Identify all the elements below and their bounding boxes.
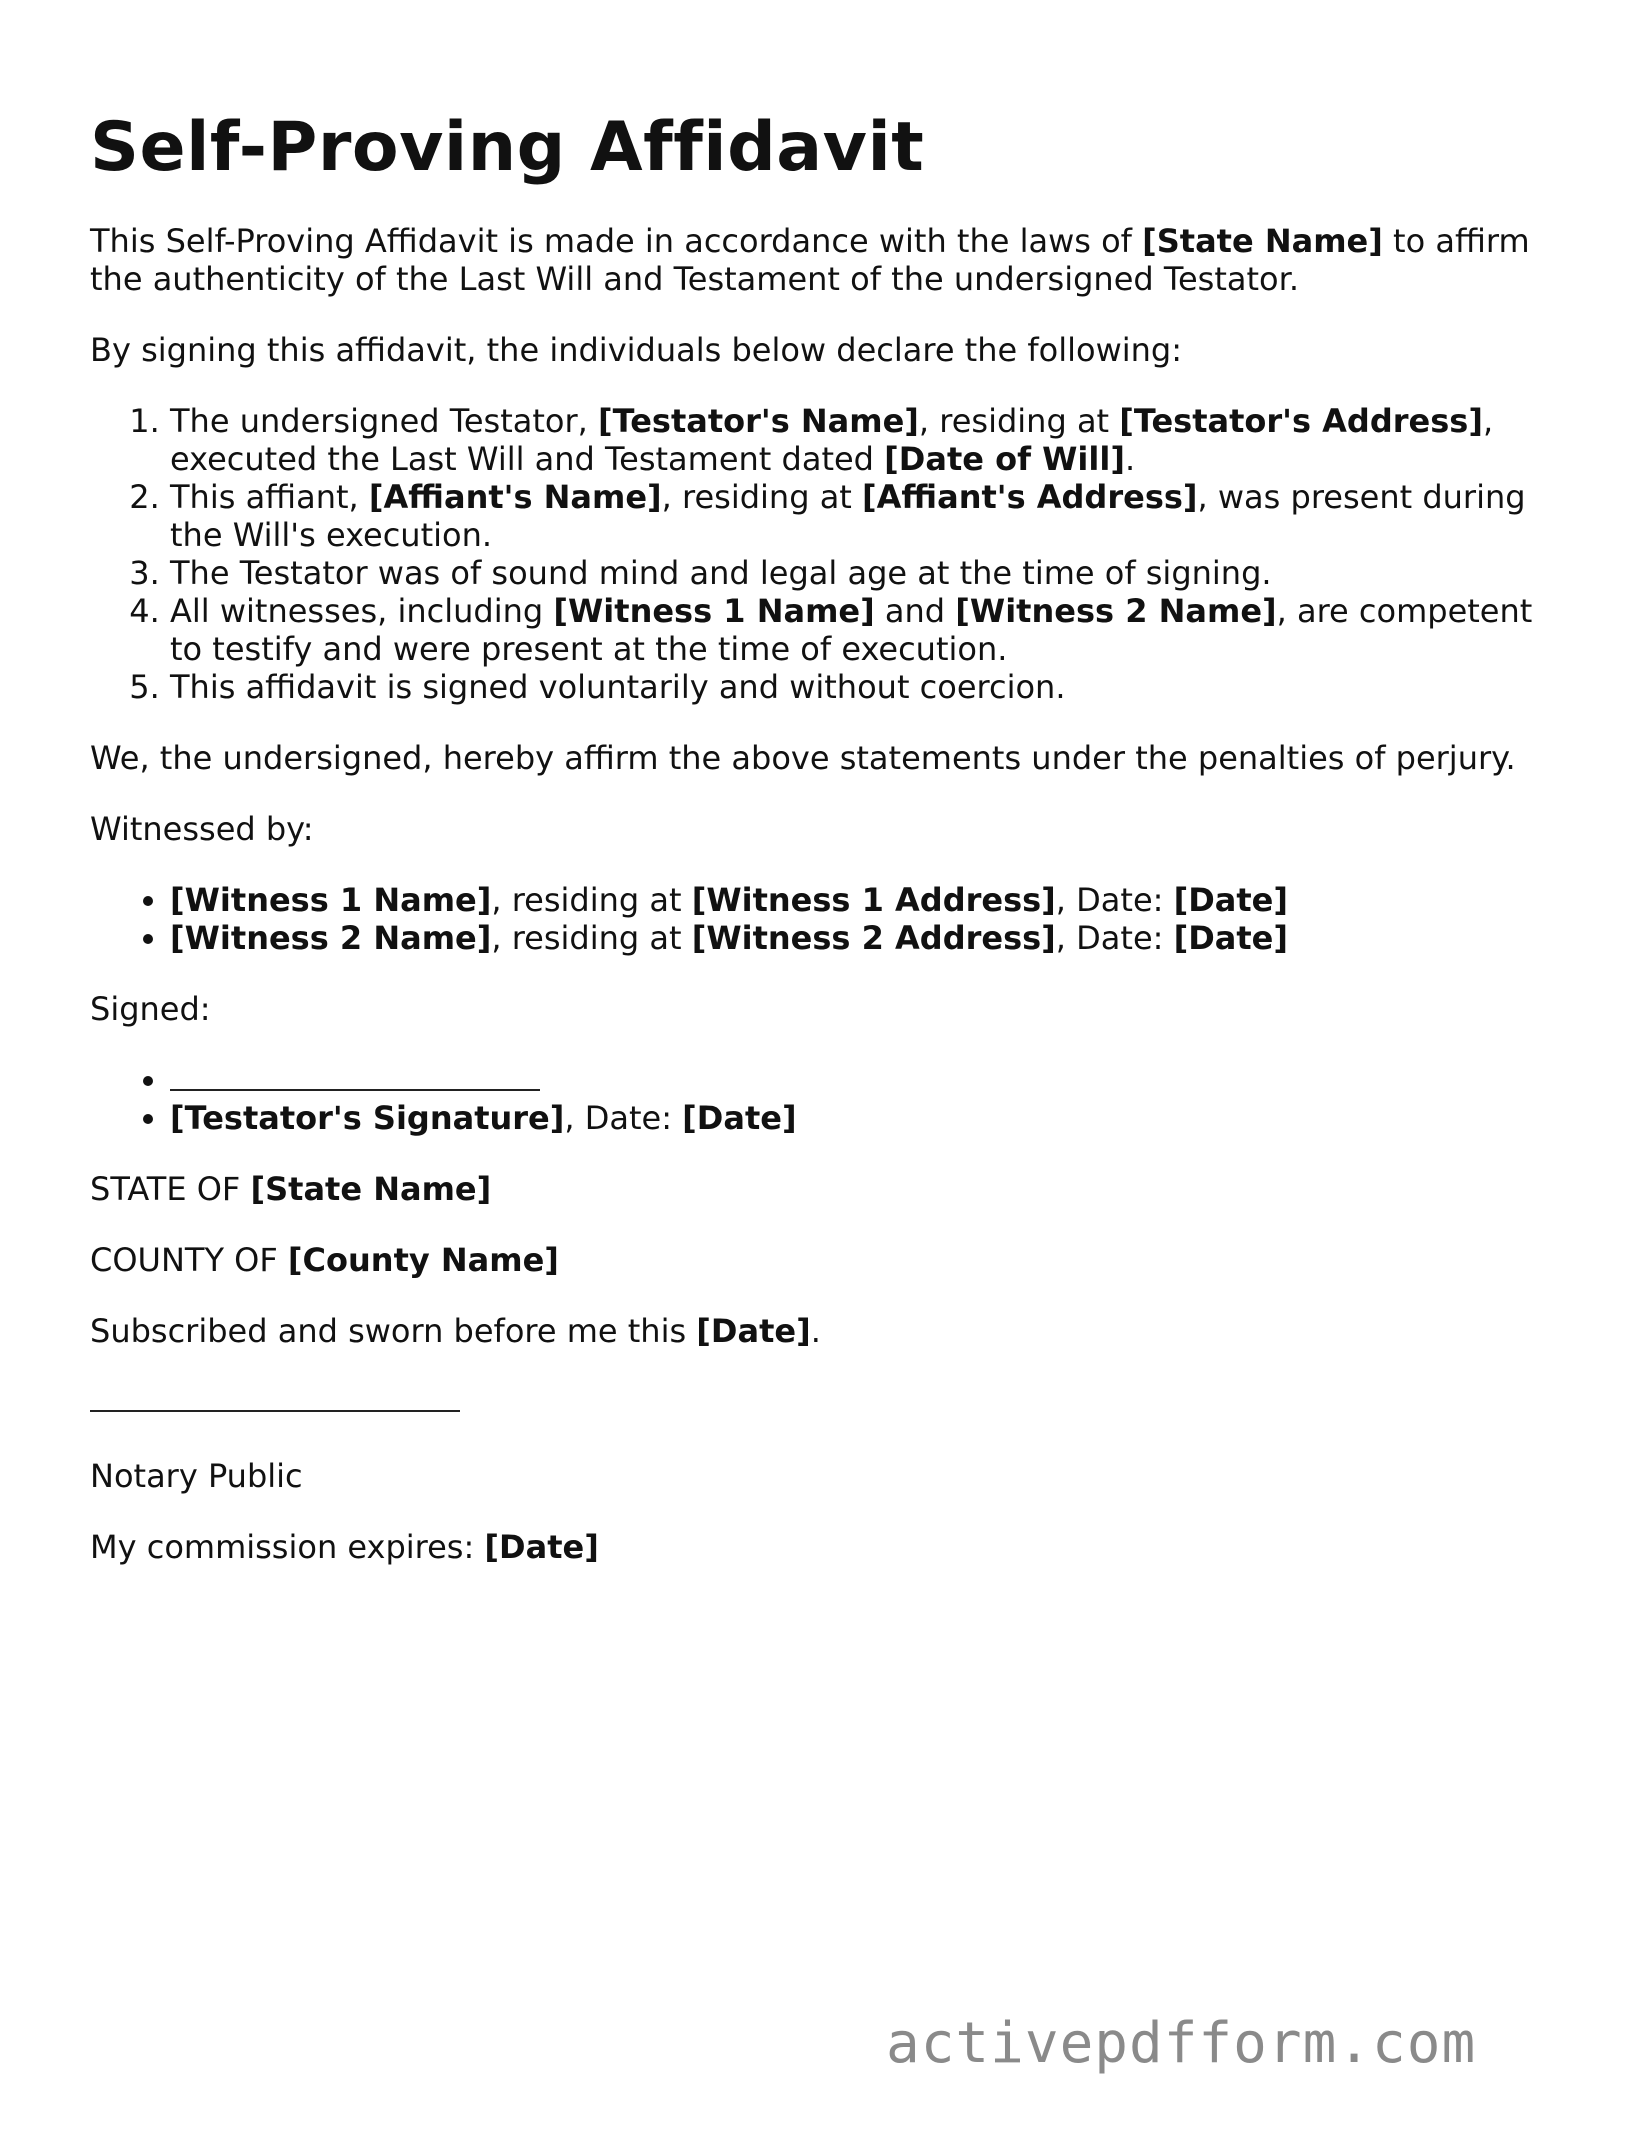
sworn-date-placeholder: [Date]	[696, 1312, 811, 1350]
declaration-intro: By signing this affidavit, the individuals below declare the following:	[90, 331, 1182, 369]
witness-item	[170, 881, 1570, 919]
testator-name-placeholder: [Testator's Name]	[597, 402, 919, 440]
text: COUNTY OF	[90, 1241, 288, 1279]
witness2-name-placeholder: [Witness 2 Name]	[955, 592, 1277, 630]
signed-label: Signed:	[90, 990, 211, 1028]
watermark: activepdfform.com	[886, 2011, 1477, 2076]
document-title: Self-Proving Affidavit	[90, 108, 925, 187]
testator-signature-date: [Date]	[682, 1099, 797, 1137]
will-date-placeholder: [Date of Will]	[884, 440, 1125, 478]
witness-item	[170, 919, 1570, 957]
witness-date: [Date]	[1173, 919, 1288, 957]
testator-address-placeholder: [Testator's Address]	[1119, 402, 1483, 440]
commission-date-placeholder: [Date]	[484, 1528, 599, 1566]
witness-address: [Witness 2 Address]	[691, 919, 1056, 957]
state-line	[90, 1170, 1570, 1208]
affiant-address-placeholder: [Affiant's Address]	[862, 478, 1198, 516]
text: , residing at	[918, 402, 1120, 440]
signature-list	[90, 1061, 1570, 1137]
intro-text-post: to affirm the authenticity of the Last Will and Testament of the undersigned Testator.	[90, 222, 1530, 298]
state-placeholder: [State Name]	[250, 1170, 492, 1208]
affidavit-document	[90, 108, 1570, 1599]
intro-paragraph	[90, 222, 1570, 298]
text: , residing at	[491, 919, 692, 957]
county-placeholder: [County Name]	[287, 1241, 559, 1279]
witness-name: [Witness 1 Name]	[170, 881, 492, 919]
signature-line-item	[170, 1061, 1570, 1099]
intro-text-pre: This Self-Proving Affidavit is made in accordance with the laws of	[90, 222, 1143, 260]
text: , are competent to testify and were present at the time of execution.	[170, 592, 1533, 668]
witness1-name-placeholder: [Witness 1 Name]	[553, 592, 875, 630]
testator-signature-line[interactable]	[170, 1063, 540, 1091]
text: This affiant,	[170, 478, 369, 516]
text: and	[874, 592, 956, 630]
affirmation-paragraph: We, the undersigned, hereby affirm the above statements under the penalties of perjury.	[90, 739, 1516, 777]
text: The undersigned Testator,	[170, 402, 598, 440]
county-line	[90, 1241, 1570, 1279]
notary-signature-line[interactable]	[90, 1409, 460, 1412]
declaration-item	[170, 478, 1570, 554]
declarations-list	[90, 402, 1570, 706]
witness-name: [Witness 2 Name]	[170, 919, 492, 957]
notary-public-label: Notary Public	[90, 1457, 303, 1495]
sworn-line	[90, 1312, 1570, 1350]
affiant-name-placeholder: [Affiant's Name]	[368, 478, 662, 516]
text: , Date:	[564, 1099, 683, 1137]
witnessed-by-label: Witnessed by:	[90, 810, 314, 848]
text: , Date:	[1055, 881, 1174, 919]
text: All witnesses, including	[170, 592, 554, 630]
text: , was present during the Will's execution.	[170, 478, 1526, 554]
declaration-item: 3. The Testator was of sound mind and legal age at the time of signing.	[170, 554, 1570, 592]
declaration-item	[170, 592, 1570, 668]
text: Subscribed and sworn before me this	[90, 1312, 697, 1350]
intro-state-placeholder: [State Name]	[1142, 222, 1383, 260]
witness-date: [Date]	[1173, 881, 1288, 919]
declaration-item: 5. This affidavit is signed voluntarily and without coercion.	[170, 668, 1570, 706]
declaration-item	[170, 402, 1570, 478]
text: STATE OF	[90, 1170, 251, 1208]
text: , Date:	[1055, 919, 1174, 957]
witness-list	[90, 881, 1570, 957]
testator-signature-label: [Testator's Signature]	[170, 1099, 565, 1137]
text: .	[1124, 440, 1136, 478]
text: My commission expires:	[90, 1528, 485, 1566]
witness-address: [Witness 1 Address]	[691, 881, 1056, 919]
text: , executed the Last Will and Testament dated	[170, 402, 1494, 478]
text: .	[810, 1312, 821, 1350]
text: , residing at	[661, 478, 863, 516]
commission-line	[90, 1528, 1570, 1566]
signature-label-item	[170, 1099, 1570, 1137]
text: , residing at	[491, 881, 692, 919]
